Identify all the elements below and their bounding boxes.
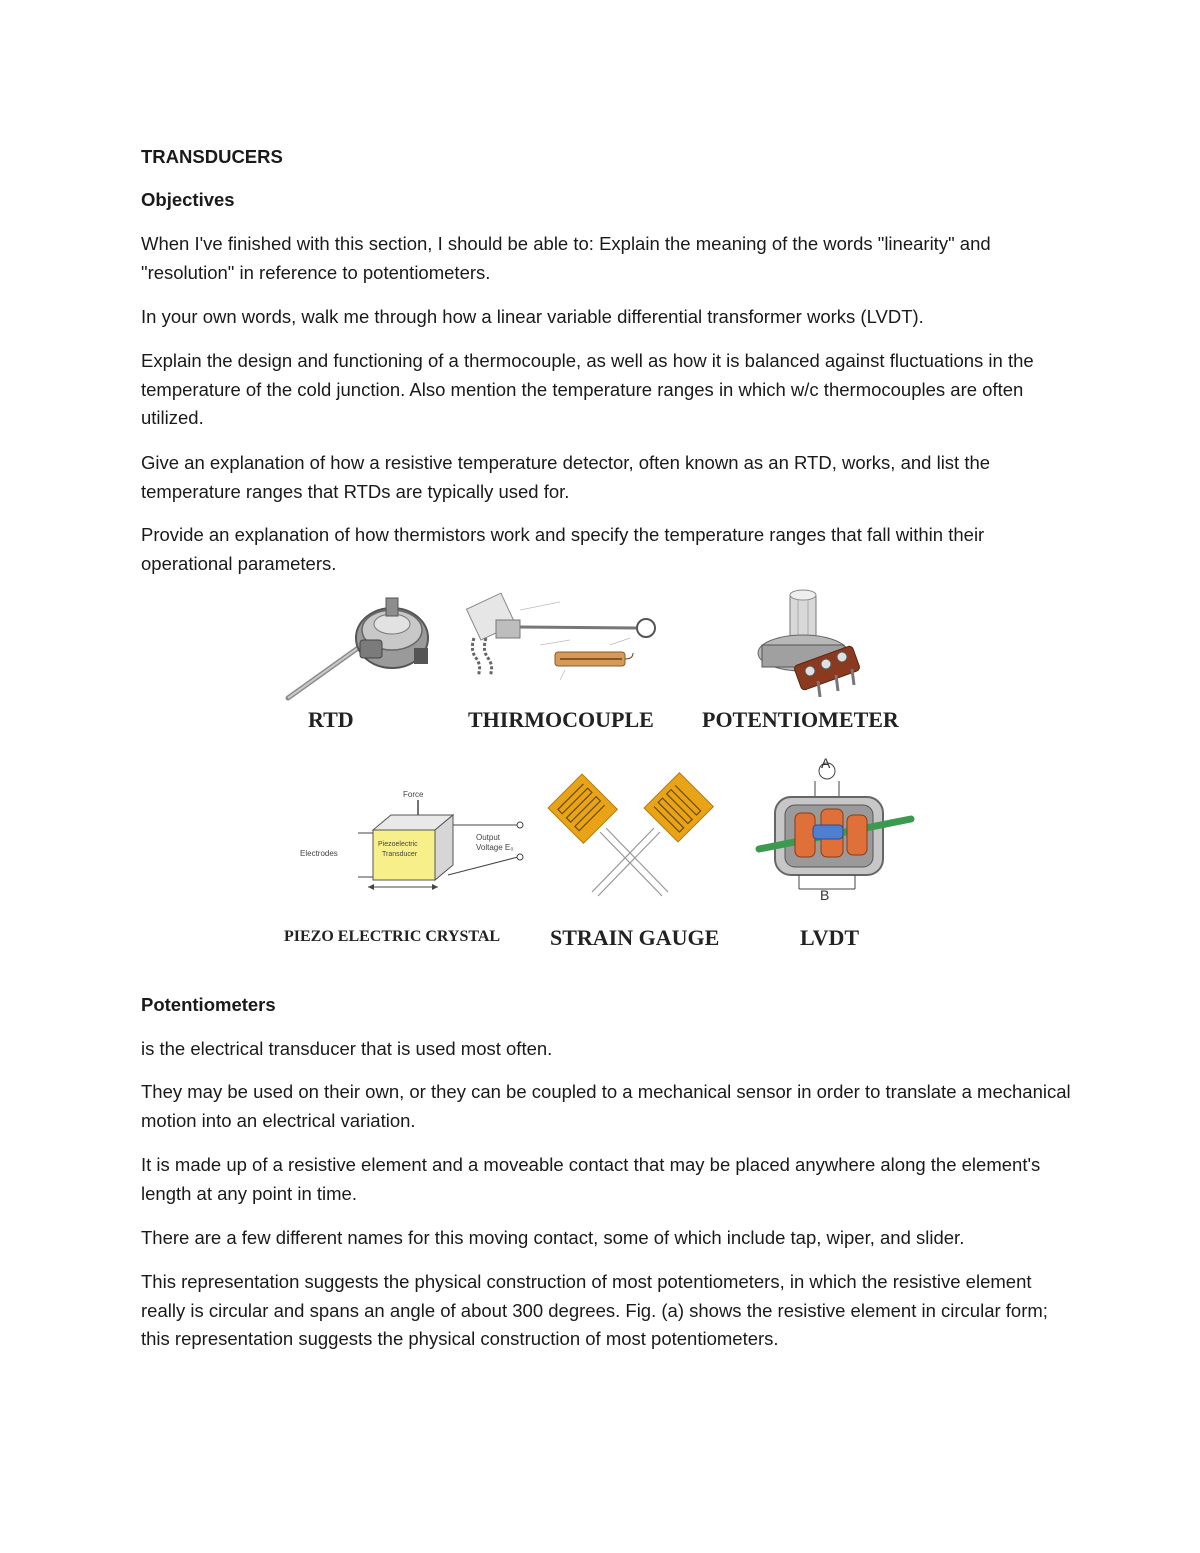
potentiometer-paragraph: is the electrical transducer that is used most often. (141, 1038, 553, 1059)
piezo-image (298, 785, 528, 895)
piezo-electrodes-label: Electrodes (300, 849, 338, 858)
objective-paragraph: In your own words, walk me through how a linear variable differential transformer works (LVDT). (141, 306, 924, 327)
lvdt-label: LVDT (800, 925, 860, 950)
piezo-output-label-1: Output (476, 833, 501, 842)
piezo-output-label-2: Voltage E₀ (476, 843, 514, 852)
rtd-image (280, 590, 440, 705)
piezo-label: PIEZO ELECTRIC CRYSTAL (284, 928, 501, 945)
lvdt-image (755, 757, 915, 907)
document-title: TRANSDUCERS (141, 146, 283, 167)
rtd-label: RTD (308, 707, 354, 732)
objective-paragraph: Give an explanation of how a resistive temperature detector, often known as an RTD, works, and list the temperature ranges that RTDs are typically used for. (141, 452, 991, 502)
objectives-heading: Objectives (141, 189, 235, 210)
transducer-figure (270, 585, 950, 965)
piezo-crystal-label-1: Piezoelectric (378, 841, 418, 848)
potentiometer-paragraph: There are a few different names for this moving contact, some of which include tap, wiper, and slider. (141, 1227, 965, 1248)
objective-paragraph: Provide an explanation of how thermistors work and specify the temperature ranges that fall within their operational parameters. (141, 524, 985, 574)
lvdt-a-label: A (821, 755, 831, 771)
potentiometer-paragraph: It is made up of a resistive element and a moveable contact that may be placed anywhere along the element's length at any point in time. (141, 1154, 1041, 1204)
lvdt-b-label: B (820, 887, 830, 903)
thermocouple-label: THIRMOCOUPLE (468, 707, 654, 732)
piezo-force-label: Force (403, 790, 424, 799)
thermocouple-image (460, 590, 670, 700)
objective-paragraph: When I've finished with this section, I should be able to: Explain the meaning of the words "linearity" and "resolution" in reference to potentiometers. (141, 233, 991, 283)
piezo-crystal-label-2: Transducer (382, 851, 418, 858)
potentiometers-heading: Potentiometers (141, 994, 276, 1015)
strain-gauge-image (540, 770, 720, 900)
objective-paragraph: Explain the design and functioning of a thermocouple, as well as how it is balanced against fluctuations in the temperature of the cold junction. Also mention the temperature ranges in which w/c thermocouples are often utilized. (141, 350, 1034, 428)
potentiometer-image (740, 585, 880, 703)
strain-gauge-label: STRAIN GAUGE (550, 925, 720, 950)
potentiometer-label: POTENTIOMETER (702, 707, 899, 732)
potentiometer-paragraph: They may be used on their own, or they can be coupled to a mechanical sensor in order to translate a mechanical motion into an electrical variation. (141, 1081, 1071, 1131)
potentiometer-paragraph: This representation suggests the physical construction of most potentiometers, in which the resistive element really is circular and spans an angle of about 300 degrees. Fig. (a) shows the resistive element in circular form; this representation suggests the physical construction of most potentiometers. (141, 1271, 1048, 1349)
